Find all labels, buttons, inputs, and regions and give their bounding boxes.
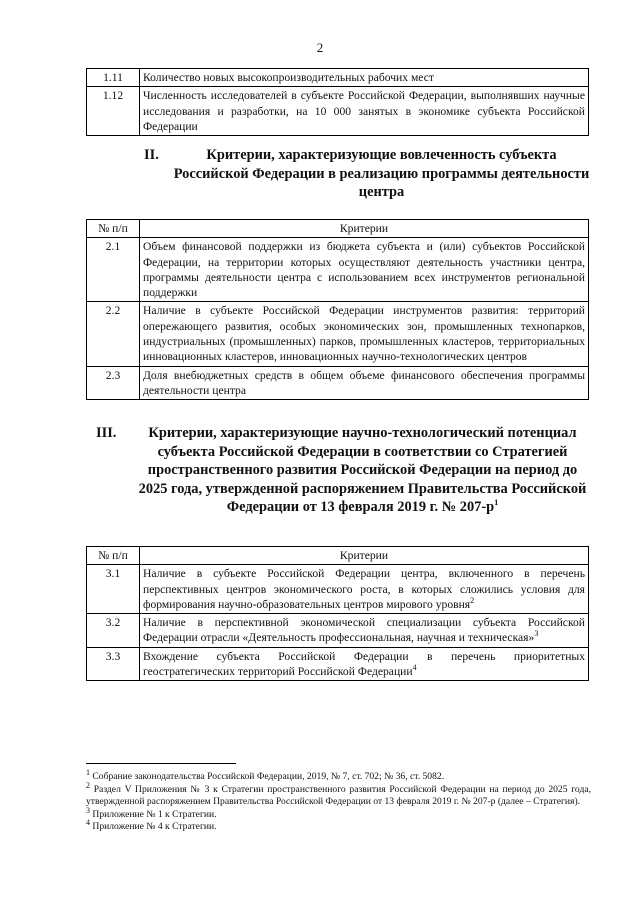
header-number: № п/п [87, 220, 140, 238]
footnote-text: Собрание законодательства Российской Федерации, 2019, № 7, ст. 702; № 36, ст. 5082. [92, 771, 445, 782]
section-2-heading [140, 146, 595, 202]
footnotes [86, 767, 591, 834]
header-criteria: Критерии [140, 547, 589, 565]
footnote-4 [86, 818, 591, 834]
table-row [87, 87, 589, 136]
row-number: 3.3 [87, 647, 140, 681]
table-row [87, 238, 589, 302]
header-number: № п/п [87, 547, 140, 565]
row-number: 3.1 [87, 565, 140, 614]
table-row [87, 302, 589, 366]
row-text: Вхождение субъекта Российской Федерации в перечень приоритетных геостратегических территорий Российской Федерации [143, 649, 585, 679]
footnote-mark: 1 [86, 767, 90, 777]
footnote-mark: 3 [534, 629, 539, 639]
row-number: 2.2 [87, 302, 140, 366]
footnote-2 [86, 780, 591, 809]
footnote-mark: 4 [412, 663, 417, 673]
row-text: Наличие в перспективной экономической специализации субъекта Российской Федерации отрасли «Деятельность профессиональная, научная и техническая» [143, 616, 585, 645]
table-header-row [87, 220, 589, 238]
footnote-mark: 1 [494, 498, 499, 508]
footnote-text: Приложение № 1 к Стратегии. [92, 808, 217, 820]
footnote-mark: 2 [86, 780, 90, 790]
row-text: Наличие в субъекте Российской Федерации инструментов развития: территорий опережающего развития, особых экономических зон, промышленных технопарков, индустриальных (промышленных) парков, промышленных кластеров, территориальных инновационных кластеров, инновационных научно-технологических центров [140, 302, 589, 366]
section-3-heading [96, 424, 591, 517]
row-number: 2.3 [87, 366, 140, 400]
criteria-table-1 [86, 68, 589, 136]
section-2-number: II. [144, 147, 159, 163]
section-3-title [96, 424, 591, 517]
row-number: 2.1 [87, 238, 140, 302]
row-number: 1.11 [87, 69, 140, 87]
section-3-number: III. [96, 425, 117, 441]
footnote-divider [86, 763, 236, 764]
row-text-cell [140, 565, 589, 614]
section-3-title-text: Критерии, характеризующие научно-технологический потенциал субъекта Российской Федерации в соответствии со Стратегией пространственного развития Российской Федерации на период до 2025 года, утвержденной распоряжением Правительства Российской Федерации от 13 февраля 2019 г. № 207-р [138, 425, 587, 515]
footnote-1 [86, 767, 591, 784]
table-row [87, 647, 589, 681]
row-text: Наличие в субъекте Российской Федерации центра, включенного в перечень перспективных центров экономического роста, в которых сложились условия для формирования научно-образовательных центров мирового уровня [143, 567, 585, 611]
row-number: 3.2 [87, 614, 140, 648]
table-row [87, 614, 589, 648]
table-row [87, 565, 589, 614]
footnote-3 [86, 805, 591, 822]
footnote-mark: 4 [86, 818, 90, 828]
row-text: Объем финансовой поддержки из бюджета субъекта и (или) субъектов Российской Федерации, на территории которых осуществляют деятельность участники центра, программы деятельности центра с использованием всех инструментов региональной поддержки [140, 238, 589, 302]
row-text-cell [140, 614, 589, 648]
table-header-row [87, 547, 589, 565]
row-text: Численность исследователей в субъекте Российской Федерации, выполнявших научные исследования и разработки, на 10 000 занятых в экономике субъекта Российской Федерации [140, 87, 589, 136]
footnote-mark: 2 [470, 596, 475, 606]
criteria-table-2 [86, 219, 589, 400]
footnote-text: Раздел V Приложения № 3 к Стратегии пространственного развития Российской Федерации на период до 2025 года, утвержденной распоряжением Правительства Российской Федерации от 13 февраля 2019 г. № 207-р (далее – Стратегия). [86, 783, 591, 808]
page-number: 2 [316, 40, 324, 55]
footnote-mark: 3 [86, 805, 90, 815]
table-row [87, 69, 589, 87]
criteria-table-3 [86, 546, 589, 681]
header-criteria: Критерии [140, 220, 589, 238]
table-row [87, 366, 589, 400]
row-text: Количество новых высокопроизводительных рабочих мест [140, 69, 589, 87]
row-text-cell [140, 647, 589, 681]
row-text: Доля внебюджетных средств в общем объеме финансового обеспечения программы деятельности центра [140, 366, 589, 400]
section-2-title: Критерии, характеризующие вовлеченность субъекта Российской Федерации в реализацию программы деятельности центра [173, 147, 590, 200]
row-number: 1.12 [87, 87, 140, 136]
footnote-text: Приложение № 4 к Стратегии. [92, 821, 217, 833]
